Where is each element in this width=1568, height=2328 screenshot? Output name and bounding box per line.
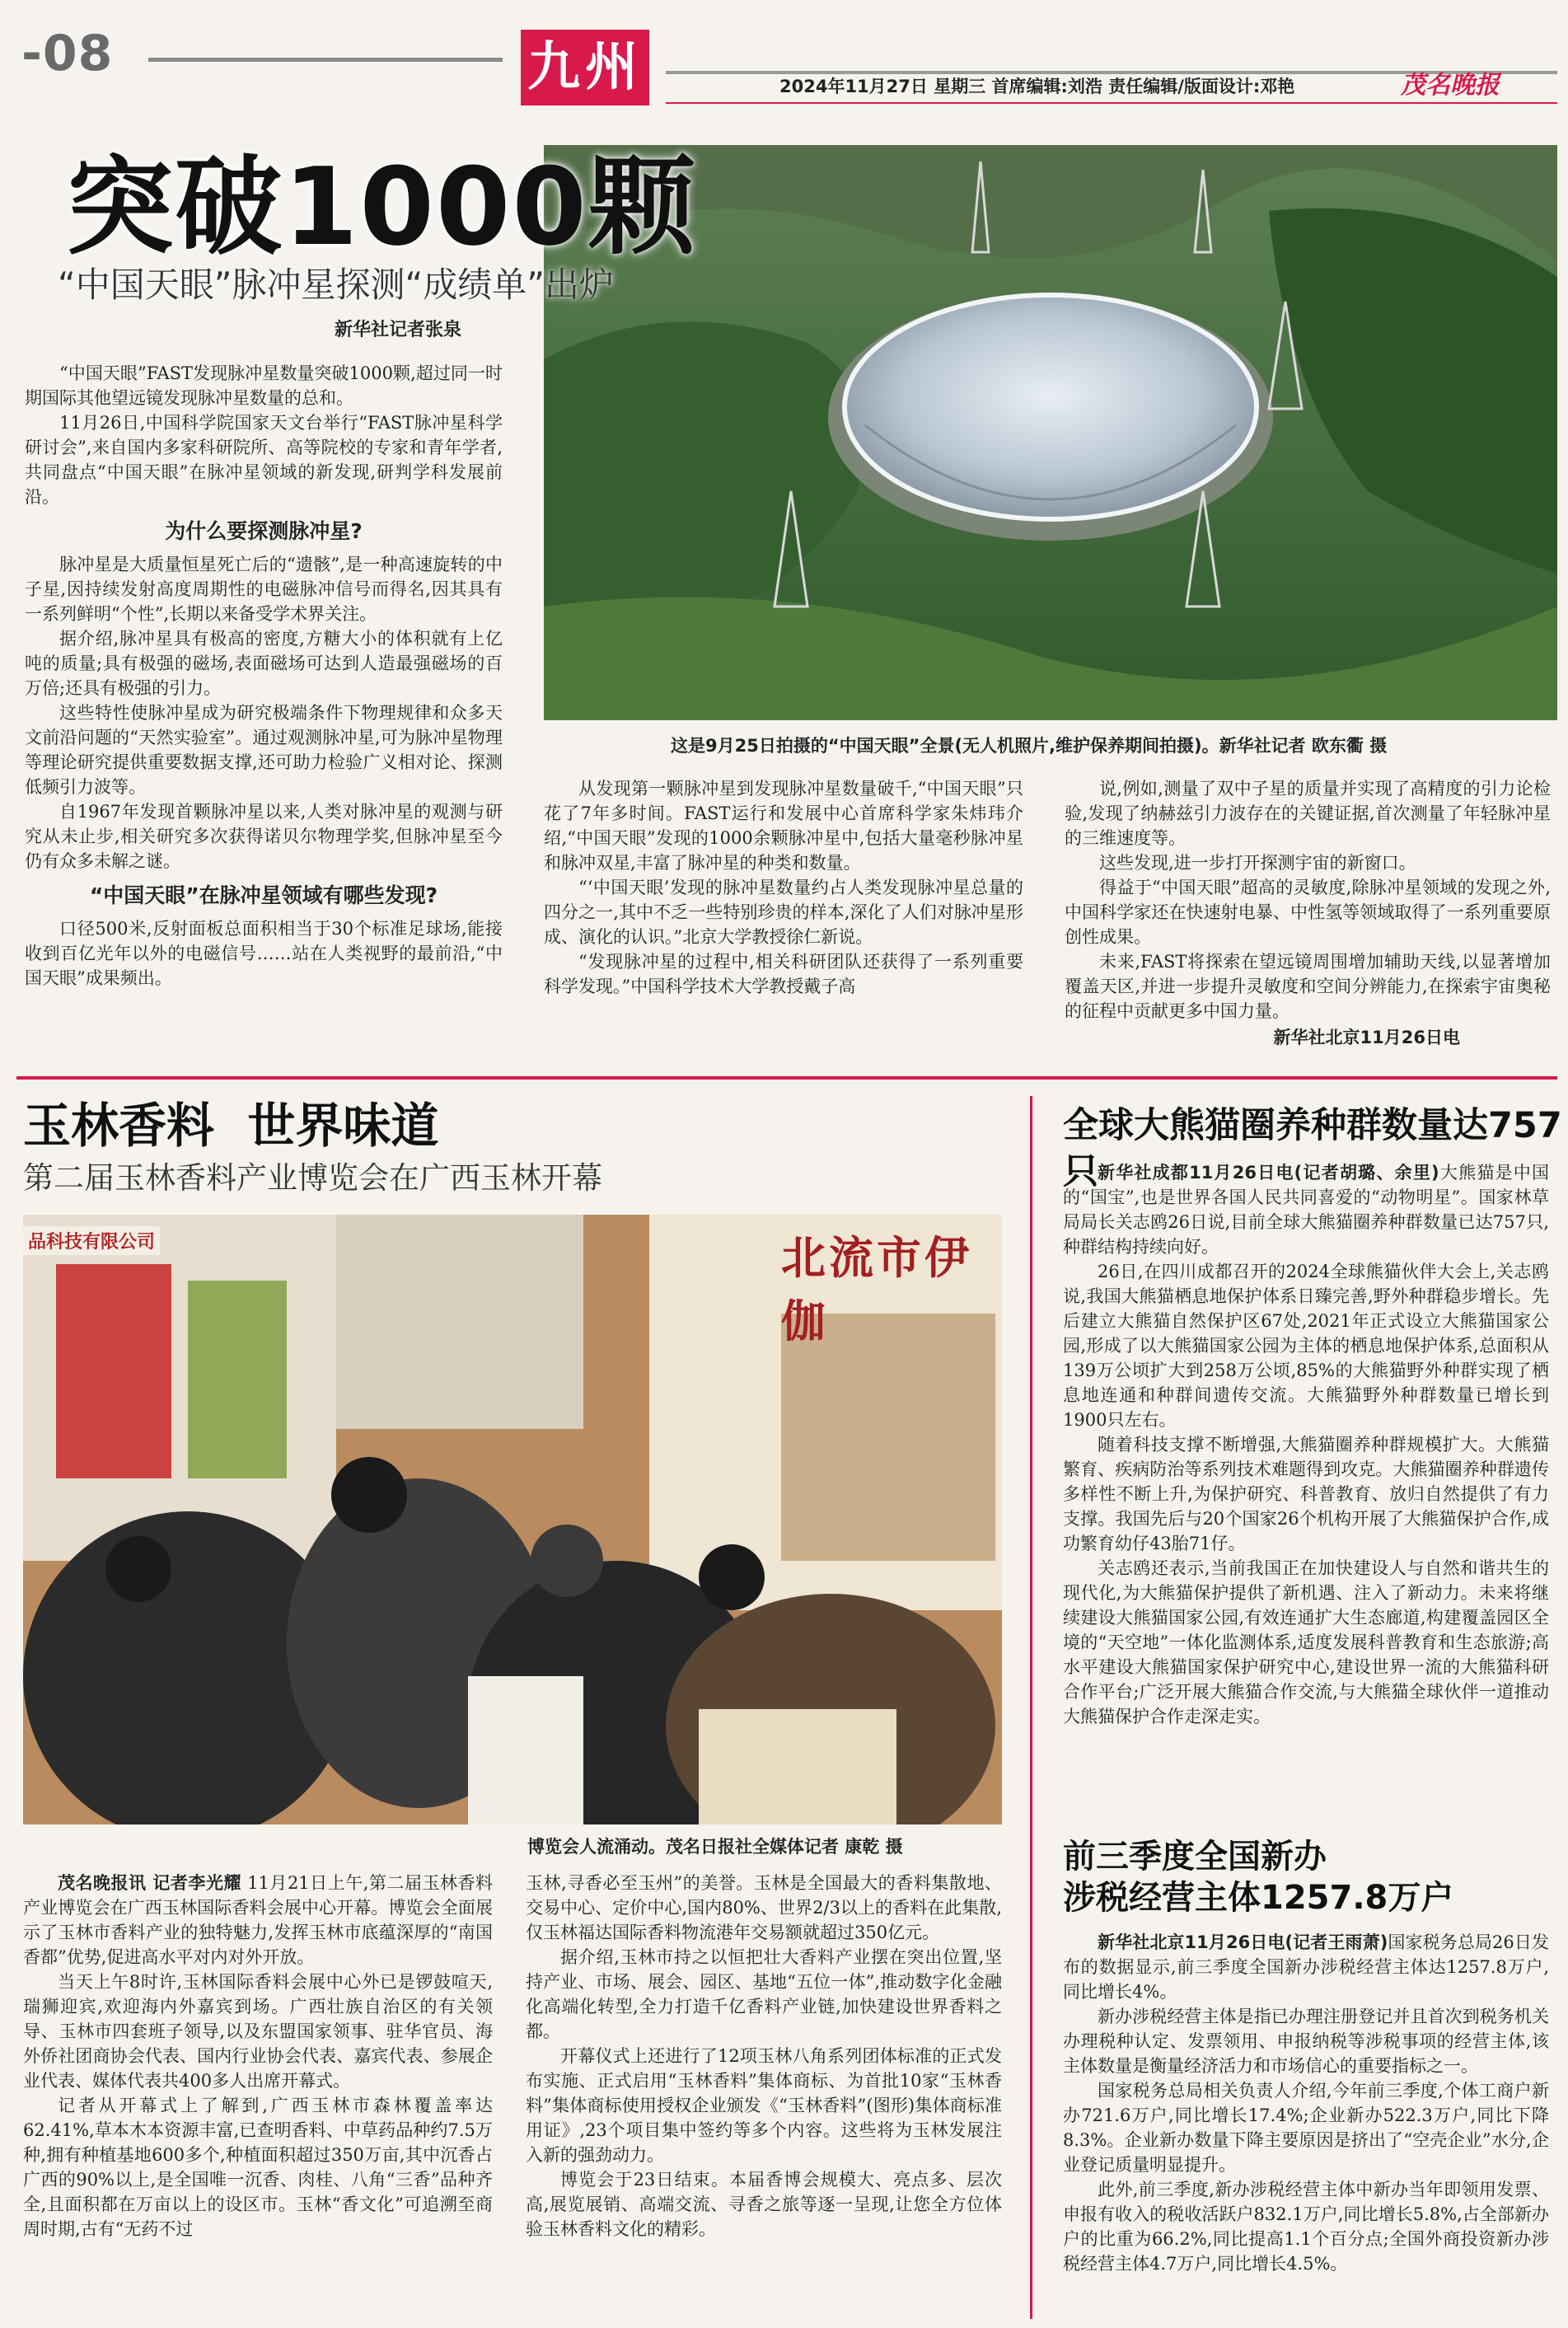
story1-question-2: “中国天眼”在脉冲星领域有哪些发现? [89, 883, 438, 907]
story4-para: 国家税务总局相关负责人介绍,今年前三季度,个体工商户新办721.6万户,同比增长17.4%;企业新办522.3万户,同比下降8.3%。企业新办数量下降主要原因是挤出了“空壳企业”水分,企业登记质量明显提升。 [1063, 2081, 1549, 2175]
story1-dateline: 新华社北京11月26日电 [1273, 1028, 1460, 1047]
story3-para: 26日,在四川成都召开的2024全球熊猫伙伴大会上,关志鸥说,我国大熊猫栖息地保护体系日臻完善,野外种群稳步增长。先后建立大熊猫自然保护区67处,2021年正式设立大熊猫国家公园,形成了以大熊猫国家公园为主体的栖息地保护体系,总面积从139万公顷扩大到258万公顷,85%的大熊猫野外种群实现了栖息地连通和种群间遗传交流。大熊猫野外种群数量已增长到1900只左右。 [1063, 1262, 1549, 1430]
story1-para: 据介绍,脉冲星具有极高的密度,方糖大小的体积就有上亿吨的质量;具有极强的磁场,表面磁场可达到人造最强磁场的百万倍;还具有极强的引力。 [25, 629, 503, 698]
story1-para: 自1967年发现首颗脉冲星以来,人类对脉冲星的观测与研究从未止步,相关研究多次获得诺贝尔物理学奖,但脉冲星至今仍有众多未解之谜。 [25, 802, 503, 871]
story3-para-lead [1063, 1160, 1549, 1259]
story1-column-2 [544, 776, 1023, 999]
story2-para: 11月21日上午,第二届玉林香料产业博览会在广西玉林国际香料会展中心开幕。博览会全面展示了玉林市香料产业的独特魅力,发挥玉林市底蕴深厚的“南国香都”优势,促进高水平对内对外开放。 [23, 1873, 494, 1967]
story1-para: 脉冲星是大质量恒星死亡后的“遗骸”,是一种高速旋转的中子星,因持续发射高度周期性的电磁脉冲信号而得名,因其具有一系列鲜明“个性”,长期以来备受学术界关注。 [25, 555, 503, 624]
masthead-info: 2024年11月27日 星期三 首席编辑:刘浩 责任编辑/版面设计:邓艳 [779, 77, 1295, 96]
photo-sign-left: 品科技有限公司 [23, 1226, 160, 1255]
story2-para: 玉林,寻香必至玉州”的美誉。玉林是全国最大的香料集散地、交易中心、定价中心,国内80%、世界2/3以上的香料在此集散,仅玉林福达国际香料物流港年交易额就超过350亿元。 [526, 1873, 1002, 1942]
story1-para: 说,例如,测量了双中子星的质量并实现了高精度的引力论检验,发现了纳赫兹引力波存在的关键证据,首次测量了年轻脉冲星的三维速度等。 [1065, 779, 1551, 848]
story2-column-2 [526, 1871, 1002, 2241]
story1-para: 这些发现,进一步打开探测宇宙的新窗口。 [1099, 853, 1416, 873]
section-badge: 九州 [521, 30, 649, 105]
story3-headline: 全球大熊猫圈养种群数量达757只 [1063, 1105, 1562, 1192]
story1-photo-caption: 这是9月25日拍摄的“中国天眼”全景(无人机照片,维护保养期间拍摄)。新华社记者 欧东衢 摄 [671, 736, 1388, 756]
story1-para: 11月26日,中国科学院国家天文台举行“FAST脉冲星科学研讨会”,来自国内多家科研院所、高等院校的专家和青年学者,共同盘点“中国天眼”在脉冲星领域的新发现,研判学科发展前沿。 [25, 413, 503, 507]
story2-photo-caption: 博览会人流涌动。茂名日报社全媒体记者 康乾 摄 [527, 1837, 903, 1857]
story4-lead: 新华社北京11月26日电(记者王雨萧) [1098, 1932, 1388, 1952]
story1-byline: 新华社记者张泉 [330, 318, 466, 343]
story2-para: 据介绍,玉林市持之以恒把壮大香料产业摆在突出位置,坚持产业、市场、展会、园区、基地“五位一体”,推动数字化金融化高端化转型,全力打造千亿香料产业链,加快建设世界香料之都。 [526, 1947, 1002, 2041]
story2-para-lead [23, 1871, 493, 1970]
story2-headline: 玉林香料 世界味道 [23, 1098, 439, 1154]
story2-column-1 [23, 1871, 493, 2241]
story2-para: 记者从开幕式上了解到,广西玉林市森林覆盖率达62.41%,草本木本资源丰富,已查明香料、中草药品种约7.5万种,拥有种植基地600多个,种植面积超过350万亩,其中沉香占广西的90%以上,是全国唯一沉香、肉桂、八角“三香”品种齐全,且面积都在万亩以上的设区市。玉林“香文化”可追溯至商周时期,古有“无药不过 [23, 2096, 493, 2239]
story2-subhead: 第二届玉林香料产业博览会在广西玉林开幕 [23, 1160, 602, 1196]
story4-para-lead [1063, 1930, 1549, 2004]
column-divider [1030, 1096, 1032, 2319]
story1-para: “‘中国天眼’发现的脉冲星数量约占人类发现脉冲星总量的四分之一,其中不乏一些特别珍贵的样本,深化了人们对脉冲星形成、演化的认识。”北京大学教授徐仁新说。 [544, 878, 1023, 947]
story3-body [1063, 1160, 1549, 1729]
page-number: -08 [21, 25, 114, 82]
story4-headline [1063, 1836, 1453, 1918]
story1-column-1 [25, 361, 503, 991]
photo-sign-right: 北流市伊伽 [781, 1231, 972, 1347]
story3-para: 大熊猫是中国的“国宝”,也是世界各国人民共同喜爱的“动物明星”。国家林草局局长关志鸥26日说,目前全球大熊猫圈养种群数量已达757只,种群结构持续向好。 [1063, 1163, 1549, 1257]
section-divider [16, 1076, 1557, 1080]
story3-para: 关志鸥还表示,当前我国正在加快建设人与自然和谐共生的现代化,为大熊猫保护提供了新机遇、注入了新动力。未来将继续建设大熊猫国家公园,有效连通扩大生态廊道,构建覆盖园区全境的“天空地”一体化监测体系,适度发展科普教育和生态旅游;高水平建设大熊猫国家保护研究中心,建设世界一流的大熊猫科研合作平台;广泛开展大熊猫合作交流,与大熊猫全球伙伴一道推动大熊猫保护合作走深走实。 [1063, 1558, 1549, 1726]
story1-question-1: 为什么要探测脉冲星? [165, 519, 363, 543]
story1-para: 口径500米,反射面板总面积相当于30个标准足球场,能接收到百亿光年以外的电磁信号……站在人类视野的最前沿,“中国天眼”成果频出。 [25, 919, 503, 988]
story1-subhead: “中国天眼”脉冲星探测“成绩单”出炉 [58, 265, 615, 305]
story1-column-3 [1065, 776, 1551, 1050]
expo-crowd-photo [23, 1215, 1002, 1824]
story1-para: “发现脉冲星的过程中,相关科研团队还获得了一系列重要科学发现。”中国科学技术大学教授戴子高 [544, 952, 1023, 996]
story2-lead: 茂名晚报讯 记者李光耀 [58, 1873, 241, 1893]
masthead-underline [666, 102, 1557, 104]
masthead-rule-left [148, 58, 503, 62]
story2-para: 博览会于23日结束。本届香博会规模大、亮点多、层次高,展览展销、高端交流、寻香之旅等逐一呈现,让您全方位体验玉林香料文化的精彩。 [526, 2170, 1002, 2239]
story1-para: 这些特性使脉冲星成为研究极端条件下物理规律和众多天文前沿问题的“天然实验室”。通过观测脉冲星,可为脉冲星物理等理论研究提供重要数据支撑,还可助力检验广义相对论、探测低频引力波等。 [25, 703, 503, 797]
story4-body [1063, 1930, 1549, 2276]
story3-lead: 新华社成都11月26日电(记者胡璐、余里) [1098, 1163, 1439, 1183]
story2-para: 开幕仪式上还进行了12项玉林八角系列团体标准的正式发布实施、正式启用“玉林香料”集体商标、为首批10家“玉林香料”集体商标使用授权企业颁发《“玉林香料”(图形)集体商标准用证》,23个项目集中签约等多个内容。这些将为玉林发展注入新的强劲动力。 [526, 2046, 1002, 2165]
story4-headline-line-1: 前三季度全国新办 [1063, 1838, 1327, 1876]
story1-para: 未来,FAST将探索在望远镜周围增加辅助天线,以显著增加覆盖天区,并进一步提升灵敏度和空间分辨能力,在探索宇宙奥秘的征程中贡献更多中国力量。 [1065, 952, 1551, 1021]
story2-para: 当天上午8时许,玉林国际香料会展中心外已是锣鼓喧天,瑞狮迎宾,欢迎海内外嘉宾到场。广西壮族自治区的有关领导、玉林市四套班子领导,以及东盟国家领事、驻华官员、海外侨社团商协会代表、国内行业协会代表、嘉宾代表、参展企业代表、媒体代表共400多人出席开幕式。 [23, 1972, 493, 2091]
story1-headline: 突破1000颗 [66, 144, 697, 269]
story4-headline-line-2: 涉税经营主体1257.8万户 [1063, 1879, 1454, 1917]
story3-para: 随着科技支撑不断增强,大熊猫圈养种群规模扩大。大熊猫繁育、疾病防治等系列技术难题得到攻克。大熊猫圈养种群遗传多样性不断上升,为保护研究、科普教育、放归自然提供了有力支撑。我国先后与20个国家26个机构开展了大熊猫保护合作,成功繁育幼仔43胎71仔。 [1063, 1435, 1549, 1553]
story1-para: “中国天眼”FAST发现脉冲星数量突破1000颗,超过同一时期国际其他望远镜发现脉冲星数量的总和。 [25, 363, 503, 408]
story4-para: 新办涉税经营主体是指已办理注册登记并且首次到税务机关办理税种认定、发票领用、申报纳税等涉税事项的经营主体,该主体数量是衡量经济活力和市场信心的重要指标之一。 [1063, 2007, 1549, 2076]
newspaper-logo: 茂名晚报 [1401, 71, 1500, 100]
story4-para: 此外,前三季度,新办涉税经营主体中新办当年即领用发票、申报有收入的税收活跃户832.1万户,同比增长5.8%,占全部新办户的比重为66.2%,同比提高1.1个百分点;全国外商投资新办涉税经营主体4.7万户,同比增长4.5%。 [1063, 2180, 1549, 2274]
story1-para: 从发现第一颗脉冲星到发现脉冲星数量破千,“中国天眼”只花了7年多时间。FAST运行和发展中心首席科学家朱炜玮介绍,“中国天眼”发现的1000余颗脉冲星中,包括大量毫秒脉冲星和脉冲双星,丰富了脉冲星的种类和数量。 [544, 779, 1023, 873]
story1-para: 得益于“中国天眼”超高的灵敏度,除脉冲星领域的发现之外,中国科学家还在快速射电暴、中性氢等领域取得了一系列重要原创性成果。 [1065, 878, 1551, 947]
story4-para: 国家税务总局26日发布的数据显示,前三季度全国新办涉税经营主体达1257.8万户,同比增长4%。 [1063, 1932, 1549, 2002]
